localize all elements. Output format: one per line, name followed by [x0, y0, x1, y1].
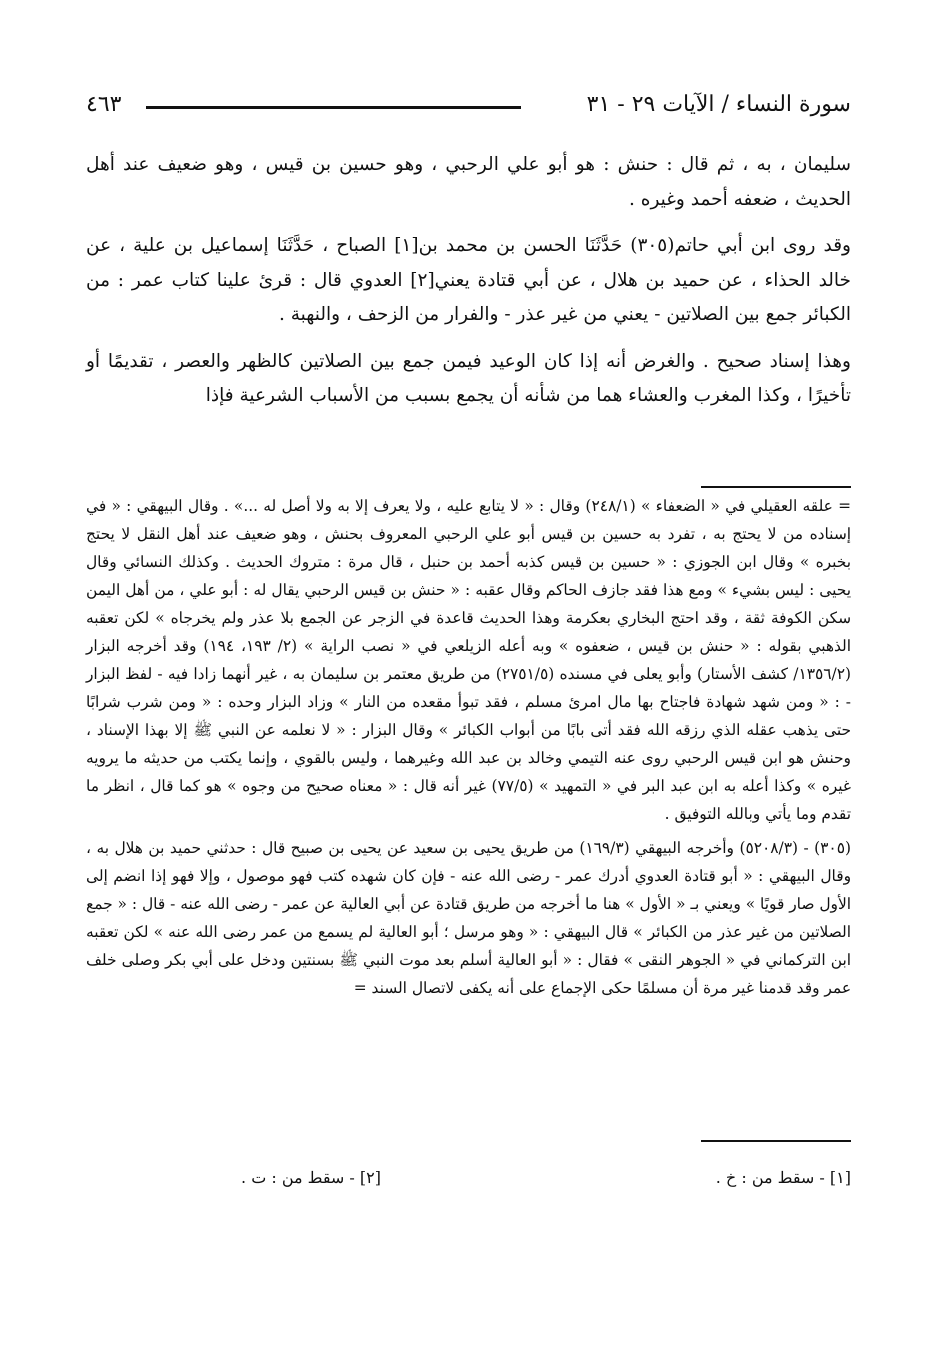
paragraph: وقد روى ابن أبي حاتم(٣٠٥) حَدَّثَنَا الحسن بن محمد بن[١] الصباح ، حَدَّثَنَا إسماعيل بن علية ، عن خالد الحذاء ، عن حميد بن هلال ، عن أبي قتادة يعني[٢] العدوي قال : قرئ علينا كتاب عمر : من الكبائر جمع بين الصلاتين - يعني من غير عذر - والفرار من الزحف ، والنهبة . — [86, 235, 851, 325]
footnotes — [86, 492, 851, 1008]
running-title: سورة النساء / الآيات ٢٩ - ٣١ — [586, 92, 851, 117]
main-text — [86, 148, 851, 426]
editor-note: [١] - سقط من : خ . — [715, 1168, 851, 1187]
footnote: = علقه العقيلي في « الضعفاء » (٢٤٨/١) وقال : « لا يتابع عليه ، ولا يعرف إلا به ولا أصل له ...» . وقال البيهقي : « في إسناده من لا يحتج به ، تفرد به حسين بن قيس أبو علي الرحبي المعروف بحنش ، وهو ضعيف عند أهل النقل لا يحتج بخبره » وقال ابن الجوزي : « حسين بن قيس كذبه أحمد بن حنبل ، قال مرة : متروك الحديث . وكذلك النسائي وقال يحيى : ليس بشيء » ومع هذا فقد جازف الحاكم وقال عقبه : « حنش بن قيس الرحبي يقال له : أبو علي ، من أهل اليمن سكن الكوفة ثقة ، وقد احتج البخاري بعكرمة وهذا الحديث قاعدة في الزجر عن الجمع بلا عذر ولم يخرجاه » لكن تعقبه الذهبي بقوله : « حنش بن قيس ، ضعفوه » وبه أعله الزيلعي في « نصب الراية » (٢/ ١٩٣، ١٩٤) وقد أخرجه البزار (١٣٥٦/٢/ كشف الأستار) وأبو يعلى في مسنده (٢٧٥١/٥) من طريق معتمر بن سليمان به ، غير أنهما زادا فيه - لفظ البزار - : « ومن شهد شهادة فاجتاح بها مال امرئ مسلم ، فقد تبوأ مقعده من النار » وزاد البزار وحده : « ومن شرب شرابًا حتى يذهب عقله الذي رزقه الله فقد أتى بابًا من أبواب الكبائر » وقال البزار : « لا نعلمه عن النبي ﷺ إلا بهذا الإسناد ، وحنش هو ابن قيس الرحبي روى عنه التيمي وخالد بن عبد الله وغيرهما ، وليس بالقوي ، وإنما يكتب من حديثه ما يرويه غيره » وكذا أعله به ابن عبد البر في « التمهيد » (٧٧/٥) غير أنه قال : « معناه صحيح من وجوه » هو كما قال ، انظر ما تقدم وما يأتي وبالله التوفيق . — [86, 497, 852, 823]
page-number: ٤٦٣ — [86, 92, 122, 117]
editor-notes-separator — [701, 1140, 851, 1142]
header-rule — [146, 106, 521, 109]
paragraph: وهذا إسناد صحيح . والغرض أنه إذا كان الوعيد فيمن جمع بين الصلاتين كالظهر والعصر ، تقديمًا أو تأخيرًا ، وكذا المغرب والعشاء هما من شأنه أن يجمع بسبب من الأسباب الشرعية فإذا — [86, 350, 851, 406]
editor-note: [٢] - سقط من : ت . — [241, 1168, 381, 1187]
footnote: (٣٠٥) - (٥٢٠٨/٣) وأخرجه البيهقي (١٦٩/٣) من طريق يحيى بن سعيد عن يحيى بن صبيح قال : حدثني حميد بن هلال به ، وقال البيهقي : « أبو قتادة العدوي أدرك عمر - رضى الله عنه - فإن كان شهده كتب فهو موصول ، وإلا فهو إذا انضم إلى الأول صار قويًا » ويعني بـ « الأول » هنا ما أخرجه من طريق قتادة عن أبي العالية عن عمر - رضى الله عنه - قال : « جمع الصلاتين من غير عذر من الكبائر » قال البيهقي : « وهو مرسل ؛ أبو العالية لم يسمع من عمر رضى الله عنه » لكن تعقبه ابن التركماني في « الجوهر النقى » فقال : « أبو العالية أسلم بعد موت النبي ﷺ بسنتين ودخل على أبي بكر وصلى خلف عمر وقد قدمنا غير مرة أن مسلمًا حكى الإجماع على أنه يكفى لاتصال السند = — [86, 839, 851, 997]
page-header — [86, 92, 851, 122]
paragraph: سليمان ، به ، ثم قال : حنش : هو أبو علي الرحبي ، وهو حسين بن قيس ، وهو ضعيف عند أهل الحديث ، ضعفه أحمد وغيره . — [86, 154, 851, 210]
footnote-separator — [701, 486, 851, 488]
